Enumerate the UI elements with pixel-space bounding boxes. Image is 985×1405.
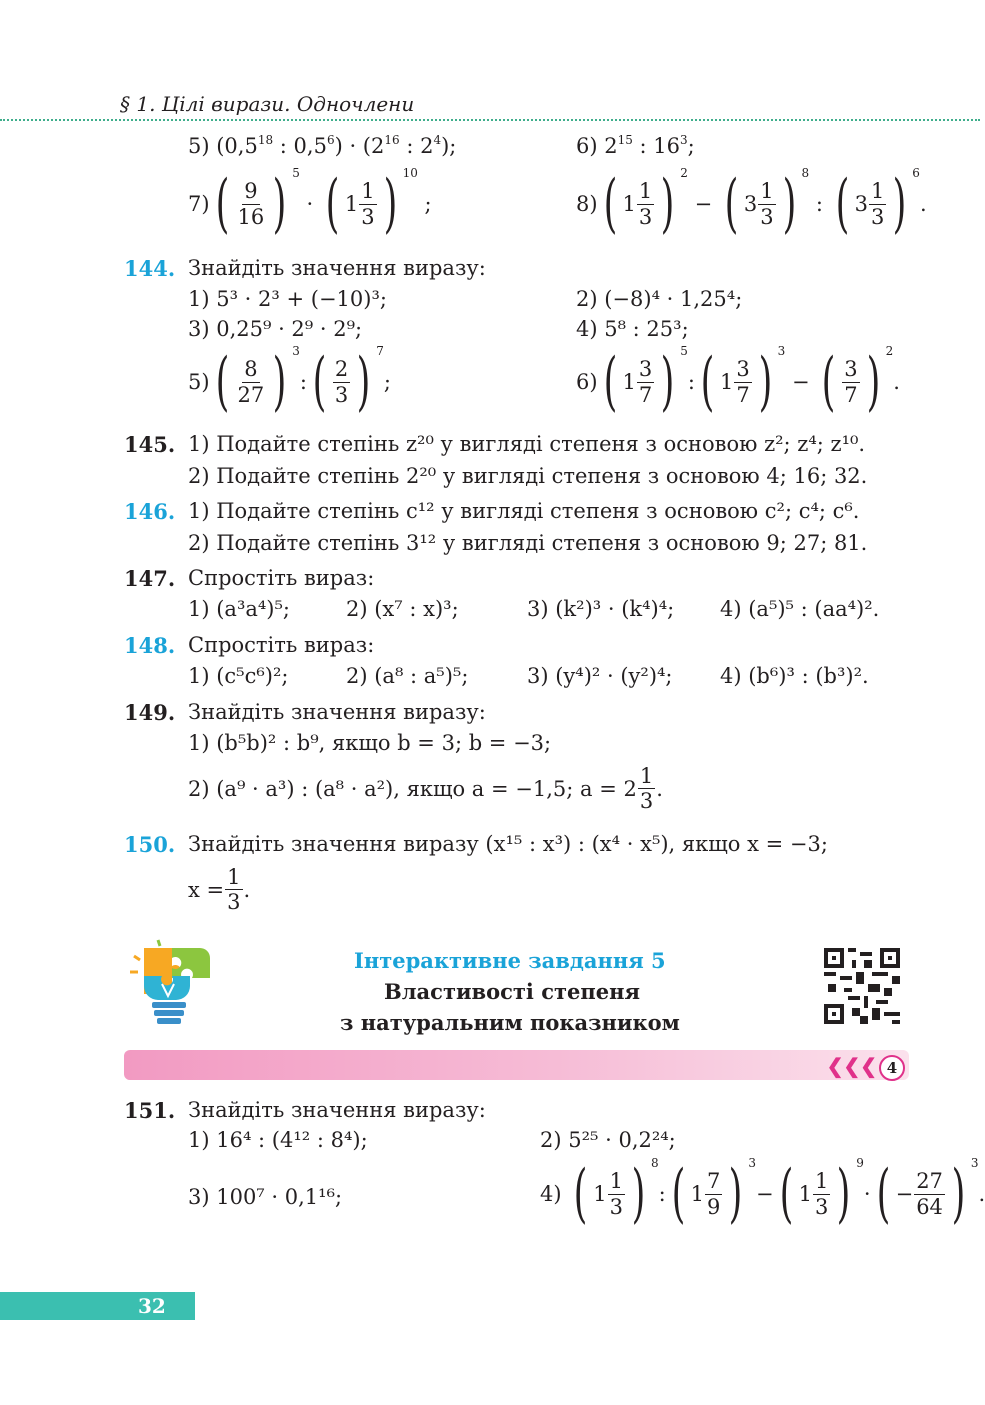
ex144-item2: 2) (−8)⁴ · 1,25⁴; [576,287,743,311]
interactive-subtitle-1: Властивості степеня [384,979,640,1004]
page-number-bar [0,1292,195,1320]
qr-code-icon[interactable] [824,948,900,1024]
chevrons-icon: ❮❮❮ [826,1054,877,1078]
ex149-item2: 2) (a⁹ · a³) : (a⁸ · a²), якщо a = −1,5; a = 2 $\frac{1}{3}$ . [188,764,663,814]
ex144-item6: 6) ( 1 $\frac{3}{7}$ ) 5 : ( 1 $\frac{3}{7}$ ) 3 − ( $\frac{3}{7}$ ) 2 . [576,344,900,419]
ex151-number: 151. [124,1098,176,1123]
ex151-item3: 3) 100⁷ · 0,1¹⁶; [188,1185,343,1209]
ex151-item2: 2) 5²⁵ · 0,2²⁴; [540,1128,676,1152]
ex145-line2: 2) Подайте степінь 2²⁰ у вигляді степеня з основою 4; 16; 32. [188,464,868,488]
interactive-subtitle-2: з натуральним показником [340,1010,680,1035]
ex148-number: 148. [124,633,176,658]
ex150-line2: x = $\frac{1}{3}$ . [188,865,251,915]
ex147-item2: 2) (x⁷ : x)³; [346,597,459,621]
ex144-title: Знайдіть значення виразу: [188,256,486,280]
ex146-line2: 2) Подайте степінь 3¹² у вигляді степеня з основою 9; 27; 81. [188,531,868,555]
ex144-item4: 4) 5⁸ : 25³; [576,317,689,341]
ex147-item3: 3) (k²)³ · (k⁴)⁴; [527,597,675,621]
section-header: § 1. Цілі вирази. Одночлени [120,92,415,116]
ex144-number: 144. [124,256,176,281]
interactive-title: Інтерактивне завдання 5 [354,948,666,973]
ex147-number: 147. [124,566,176,591]
ex149-number: 149. [124,700,176,725]
ex150-line1: Знайдіть значення виразу (x¹⁵ : x³) : (x⁴ · x⁵), якщо x = −3; [188,832,828,856]
ex148-title: Спростіть вираз: [188,633,375,657]
lightbulb-puzzle-icon [124,938,214,1030]
ex151-title: Знайдіть значення виразу: [188,1098,486,1122]
ex145-line1: 1) Подайте степінь z²⁰ у вигляді степеня з основою z²; z⁴; z¹⁰. [188,432,866,456]
ex149-item1: 1) (b⁵b)² : b⁹, якщо b = 3; b = −3; [188,731,552,755]
ex147-title: Спростіть вираз: [188,566,375,590]
ex148-item3: 3) (y⁴)² · (y²)⁴; [527,664,673,688]
ex147-item1: 1) (a³a⁴)⁵; [188,597,290,621]
ex151-item4: 4) ( 1 $\frac{1}{3}$ ) 8 : ( 1 $\frac{7}{9}$ ) 3 − ( 1 $\frac{1}{3}$ ) 9 · ( − $\frac{27}{64}$ ) 3 . [540,1156,985,1231]
ex146-number: 146. [124,499,176,524]
ex148-item1: 1) (c⁵c⁶)²; [188,664,289,688]
level-badge: 4 [879,1055,905,1081]
ex143-item8: 8) ( 1 $\frac{1}{3}$ ) 2 − ( 3 $\frac{1}{3}$ ) 8 : ( 3 $\frac{1}{3}$ ) 6 . [576,166,927,241]
page-number: 32 [138,1294,166,1318]
ex144-item1: 1) 5³ · 2³ + (−10)³; [188,287,387,311]
difficulty-banner [124,1050,909,1080]
ex143-item5: 5) ($0,5^{18}$ : $0,5^6) \cdot (2^{16}$ : $2^4$); [188,133,457,158]
ex149-title: Знайдіть значення виразу: [188,700,486,724]
ex143-item7: 7) ( $\frac{9}{16}$ ) 5 · ( 1 $\frac{1}{3}$ ) 10 ; [188,166,432,241]
header-divider [0,119,980,121]
difficulty-level [827,1054,905,1081]
ex145-number: 145. [124,432,176,457]
ex147-item4: 4) (a⁵)⁵ : (aa⁴)². [720,597,880,621]
ex151-item1: 1) 16⁴ : (4¹² : 8⁴); [188,1128,368,1152]
ex148-item2: 2) (a⁸ : a⁵)⁵; [346,664,469,688]
ex150-number: 150. [124,832,176,857]
ex148-item4: 4) (b⁶)³ : (b³)². [720,664,869,688]
ex146-line1: 1) Подайте степінь c¹² у вигляді степеня з основою c²; c⁴; c⁶. [188,499,860,523]
ex143-item6: 6) $2^{15}$ : $16^3$; [576,133,695,158]
ex144-item3: 3) 0,25⁹ · 2⁹ · 2⁹; [188,317,363,341]
ex144-item5: 5) ( $\frac{8}{27}$ ) 3 : ( $\frac{2}{3}$ ) 7 ; [188,344,391,419]
